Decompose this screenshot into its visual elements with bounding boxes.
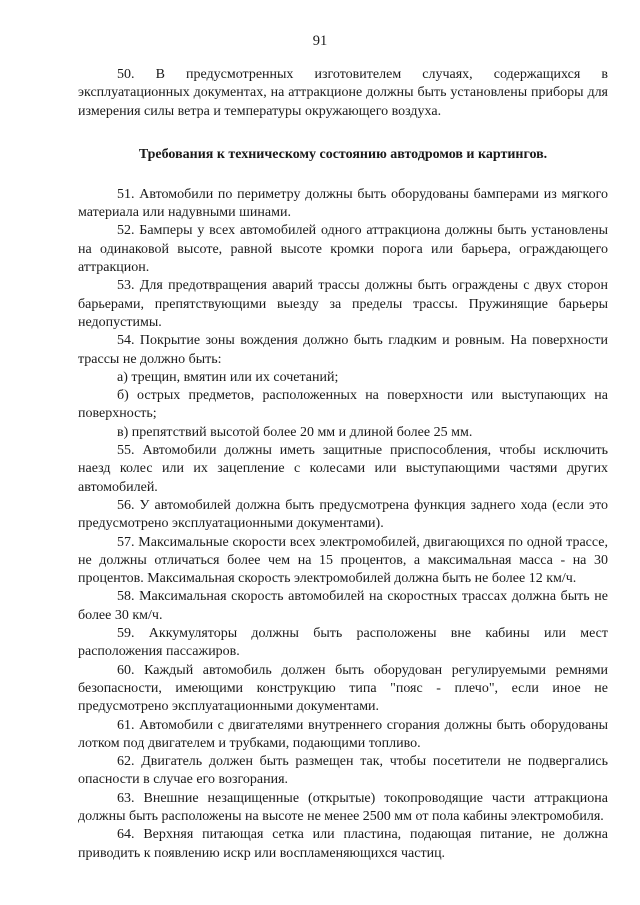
document-body [78, 66, 608, 863]
paragraph-53: 53. Для предотвращения аварий трассы должны быть ограждены с двух сторон барьерами, препятствующими выезду за пределы трассы. Пружинящие барьеры недопустимы. [78, 278, 608, 330]
paragraph-52: 52. Бамперы у всех автомобилей одного аттракциона должны быть установлены на одинаковой высоте, равной высоте кромки порога или барьера, ограждающего аттракцион. [78, 223, 608, 276]
paragraph-61: 61. Автомобили с двигателями внутреннего сгорания должны быть оборудованы лотком под двигателем и трубками, подающими топливо. [78, 717, 608, 751]
paragraph-58: 58. Максимальная скорость автомобилей на скоростных трассах должна быть не более 30 км/ч. [78, 589, 608, 623]
paragraph-63: 63. Внешние незащищенные (открытые) токопроводящие части аттракциона должны быть расположены на высоте не менее 2500 мм от пола кабины электромобиля. [78, 790, 608, 824]
paragraph-54-item-a: а) трещин, вмятин или их сочетаний; [117, 369, 339, 385]
paragraph-55: 55. Автомобили должны иметь защитные приспособления, чтобы исключить наезд колес или их зацепление с колесами или выступающими частями других автомобилей. [78, 443, 608, 495]
page-number: 91 [312, 33, 328, 49]
paragraph-60: 60. Каждый автомобиль должен быть оборудован регулируемыми ремнями безопасности, имеющими конструкцию типа "пояс - плечо", если иное не предусмотрено эксплуатационными документами. [78, 662, 608, 715]
paragraph-64: 64. Верхняя питающая сетка или пластина, подающая питание, не должна приводить к появлению искр или воспламеняющихся частиц. [78, 827, 608, 861]
paragraph-54-item-b: б) острых предметов, расположенных на поверхности или выступающих на поверхность; [78, 388, 608, 422]
paragraph-62: 62. Двигатель должен быть размещен так, чтобы посетители не подвергались опасности в случае его возгорания. [78, 754, 608, 788]
paragraph-50: 50. В предусмотренных изготовителем случаях, содержащихся в эксплуатационных документах, на аттракционе должны быть установлены приборы для измерения силы ветра и температуры окружающего воздуха. [78, 67, 608, 119]
paragraph-57: 57. Максимальные скорости всех электромобилей, двигающихся по одной трассе, не должны отличаться более чем на 15 процентов, а максимальная масса - на 30 процентов. Максимальная скорость электромобилей должна быть не более 12 км/ч. [78, 534, 608, 587]
section-heading: Требования к техническому состоянию автодромов и картингов. [138, 146, 548, 162]
paragraph-54-item-c: в) препятствий высотой более 20 мм и длиной более 25 мм. [117, 424, 473, 440]
paragraph-51: 51. Автомобили по периметру должны быть оборудованы бамперами из мягкого материала или надувными шинами. [78, 186, 608, 221]
paragraph-59: 59. Аккумуляторы должны быть расположены вне кабины или мест расположения пассажиров. [78, 626, 608, 660]
paragraph-54: 54. Покрытие зоны вождения должно быть гладким и ровным. На поверхности трассы не должно быть: [78, 333, 608, 367]
paragraph-56: 56. У автомобилей должна быть предусмотрена функция заднего хода (если это предусмотрено эксплуатационными документами). [78, 497, 608, 532]
